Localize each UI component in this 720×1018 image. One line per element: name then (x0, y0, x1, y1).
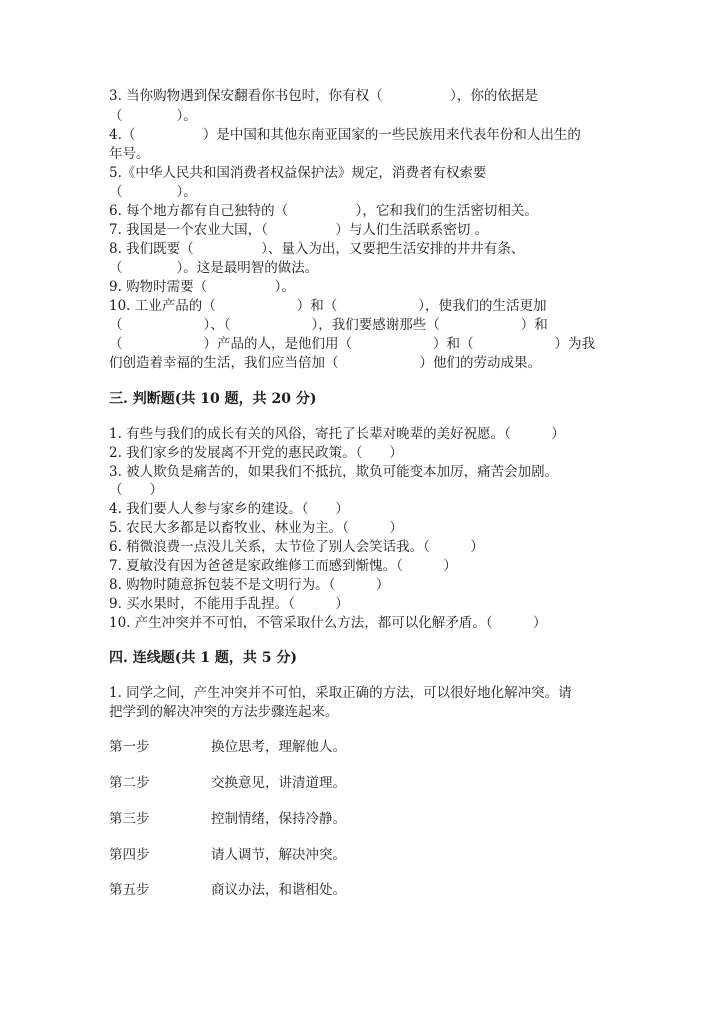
match-method[interactable]: 控制情绪，保持冷静。 (211, 811, 346, 827)
judgement-line: 10. 产生冲突并不可怕，不管采取什么方法，都可以化解矛盾。（ ） (109, 615, 547, 631)
section-heading: 三. 判断题(共 10 题，共 20 分) (109, 391, 317, 407)
fill-blank-line: （ ）。 (109, 108, 197, 124)
match-method[interactable]: 交换意见，讲清道理。 (211, 775, 346, 791)
match-method[interactable]: 请人调节，解决冲突。 (211, 847, 346, 863)
judgement-line: 3. 被人欺负是痛苦的，如果我们不抵抗，欺负可能变本加厉，痛苦会加剧。 (109, 464, 559, 480)
fill-blank-line: （ ）。 (109, 184, 197, 200)
fill-blank-line: （ ）、（ ），我们要感谢那些（ ）和 (109, 317, 548, 333)
match-step[interactable]: 第四步 (109, 847, 150, 863)
fill-blank-line: （ ）产品的人，是他们用（ ）和（ ）为我 (109, 336, 595, 352)
fill-blank-line: 10. 工业产品的（ ）和（ ），使我们的生活更加 (109, 298, 547, 314)
judgement-line: （ ） (109, 482, 163, 498)
match-step[interactable]: 第五步 (109, 882, 150, 898)
judgement-line: 1. 有些与我们的成长有关的风俗，寄托了长辈对晚辈的美好祝愿。（ ） (109, 426, 565, 442)
fill-blank-line: 9. 购物时需要（ ）。 (109, 279, 295, 295)
match-method[interactable]: 商议办法，和谐相处。 (211, 882, 346, 898)
fill-blank-line: 年号。 (109, 146, 150, 162)
fill-blank-line: 3. 当你购物遇到保安翻看你书包时，你有权（ ），你的依据是 (109, 88, 538, 104)
section-heading: 四. 连线题(共 1 题，共 5 分) (109, 650, 297, 666)
fill-blank-line: （ ）。这是最明智的做法。 (109, 260, 319, 276)
judgement-line: 7. 夏敏没有因为爸爸是家政维修工而感到惭愧。（ ） (109, 558, 457, 574)
judgement-line: 5. 农民大多都是以畜牧业、林业为主。（ ） (109, 520, 403, 536)
judgement-line: 8. 购物时随意拆包装不是文明行为。（ ） (109, 577, 390, 593)
fill-blank-line: 8. 我们既要（ ）、量入为出，又要把生活安排的井井有条、 (109, 241, 525, 257)
matching-question-line: 1. 同学之间，产生冲突并不可怕，采取正确的方法，可以很好地化解冲突。请 (109, 685, 572, 701)
fill-blank-line: 7. 我国是一个农业大国，（ ）与人们生活联系密切 。 (109, 222, 489, 238)
fill-blank-line: 们创造着幸福的生活，我们应当倍加（ ）他们的劳动成果。 (109, 355, 541, 371)
judgement-line: 2. 我们家乡的发展离不开党的惠民政策。（ ） (109, 445, 403, 461)
match-step[interactable]: 第一步 (109, 739, 150, 755)
judgement-line: 6. 稍微浪费一点没儿关系，太节俭了别人会笑话我。（ ） (109, 539, 484, 555)
judgement-line: 4. 我们要人人参与家乡的建设。（ ） (109, 501, 349, 517)
judgement-line: 9. 买水果时，不能用手乱捏。（ ） (109, 596, 349, 612)
match-method[interactable]: 换位思考，理解他人。 (211, 739, 346, 755)
matching-question-line: 把学到的解决冲突的方法步骤连起来。 (109, 704, 339, 720)
fill-blank-line: 5.《中华人民共和国消费者权益保护法》规定，消费者有权索要 (109, 165, 487, 181)
fill-blank-line: 4.（ ）是中国和其他东南亚国家的一些民族用来代表年份和人出生的 (109, 127, 581, 143)
fill-blank-line: 6. 每个地方都有自己独特的（ ），它和我们的生活密切相关。 (109, 203, 538, 219)
match-step[interactable]: 第二步 (109, 775, 150, 791)
match-step[interactable]: 第三步 (109, 811, 150, 827)
